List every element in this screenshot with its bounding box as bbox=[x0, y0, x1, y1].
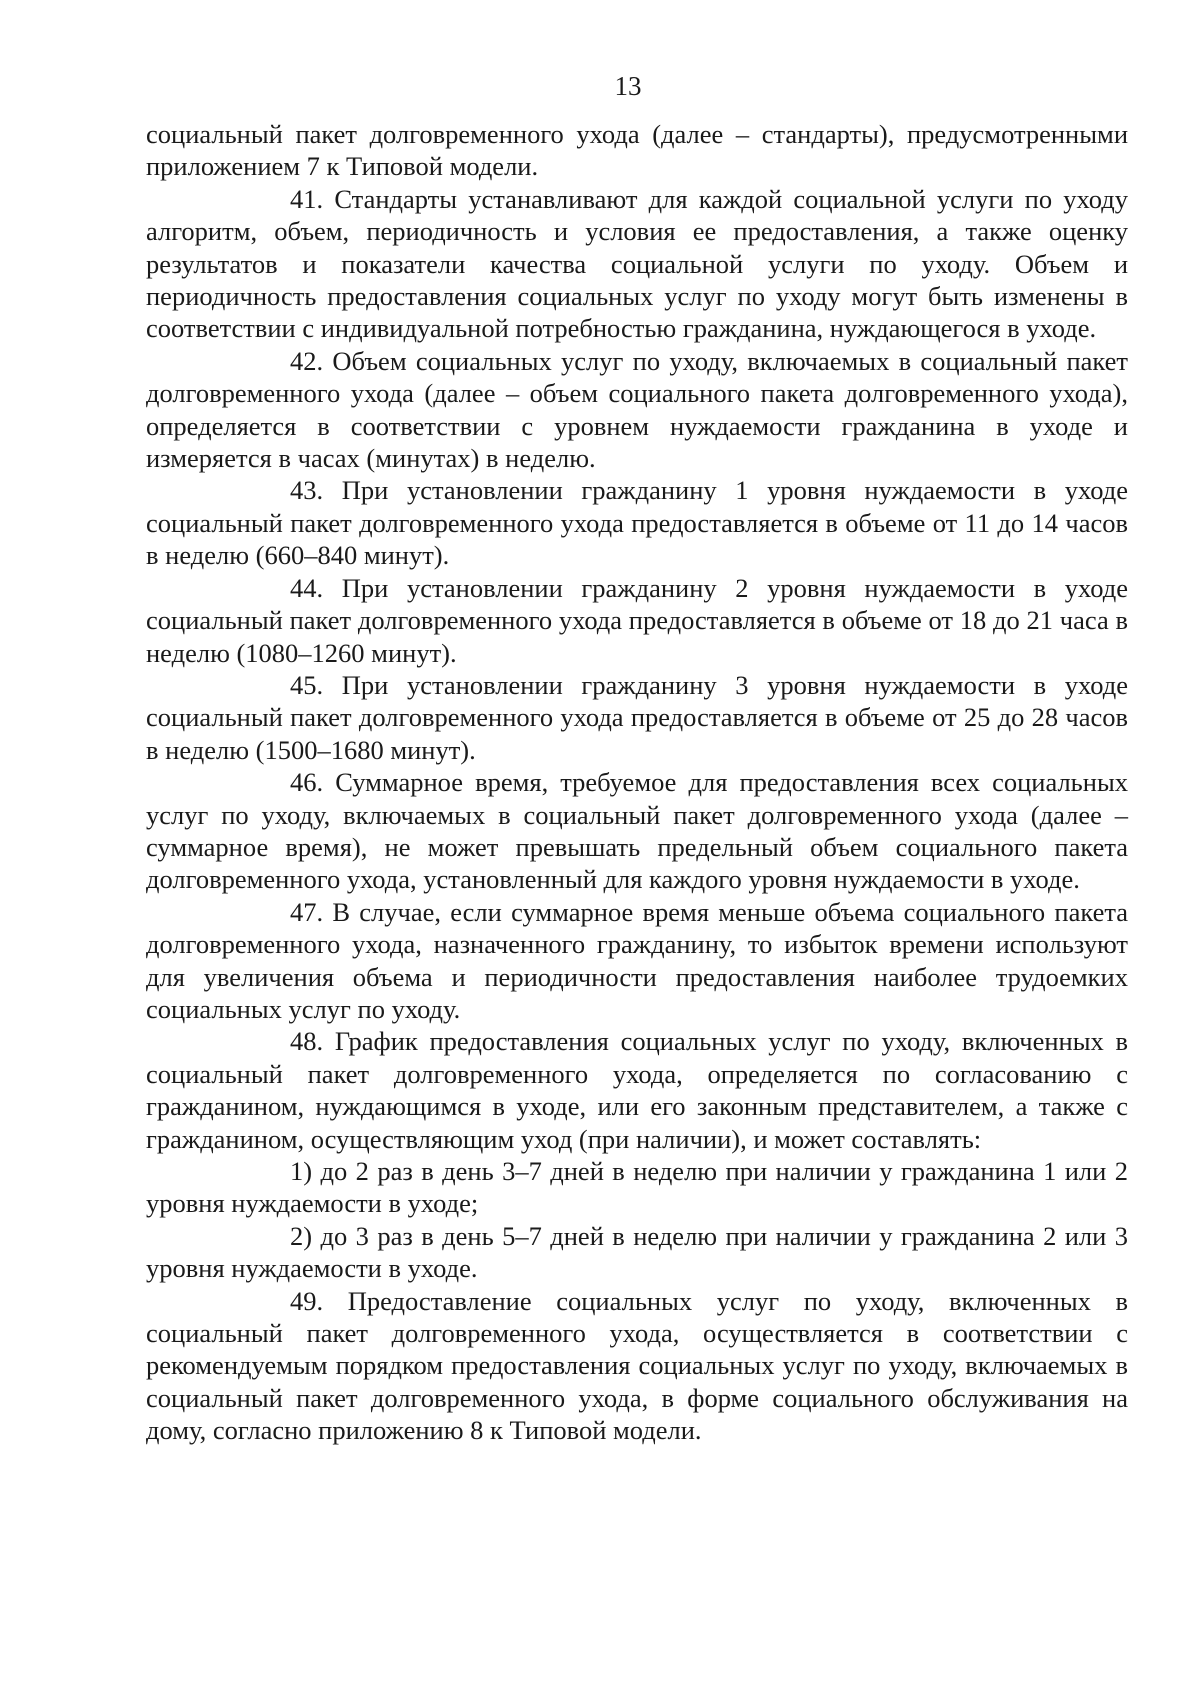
list-item-48-1 bbox=[146, 1155, 1128, 1220]
list-item-text: до 2 раз в день 3–7 дней в неделю при наличии у гражданина 1 или 2 уровня нуждаемости в уходе; bbox=[146, 1156, 1128, 1219]
paragraph-text: При установлении гражданину 2 уровня нуждаемости в уходе социальный пакет долговременного ухода предоставляется в объеме от 18 до 21 часа в неделю (1080–1260 минут). bbox=[146, 572, 1129, 668]
paragraph-number: 45. bbox=[290, 669, 324, 700]
paragraph-text: Суммарное время, требуемое для предоставления всех социальных услуг по уходу, включаемых в социальный пакет долговременного ухода (далее – суммарное время), не может превышать предельный объем социального пакета долговременного ухода, установленный для каждого уровня нуждаемости в уходе. bbox=[146, 767, 1128, 895]
paragraph-text: При установлении гражданину 3 уровня нуждаемости в уходе социальный пакет долговременного ухода предоставляется в объеме от 25 до 28 часов в неделю (1500–1680 минут). bbox=[146, 669, 1129, 765]
paragraph-number: 41. bbox=[290, 183, 324, 214]
paragraph-text: В случае, если суммарное время меньше объема социального пакета долговременного ухода, назначенного гражданину, то избыток времени используют для увеличения объема и периодичности предоставления наиболее трудоемких социальных услуг по уходу. bbox=[146, 896, 1128, 1024]
paragraph-number: 46. bbox=[290, 767, 324, 798]
paragraph-text: Предоставление социальных услуг по уходу, включенных в социальный пакет долговременного ухода, осуществляется в соответствии с рекомендуемым порядком предоставления социальных услуг по уходу, включаемых в социальный пакет долговременного ухода, в форме социального обслуживания на дому, согласно приложению 8 к Типовой модели. bbox=[146, 1285, 1129, 1446]
list-item-number: 2) bbox=[290, 1220, 313, 1251]
paragraph-43 bbox=[146, 474, 1128, 571]
paragraph-number: 44. bbox=[290, 572, 324, 603]
paragraph-text: Объем социальных услуг по уходу, включаемых в социальный пакет долговременного ухода (далее – объем социального пакета долговременного ухода), определяется в соответствии с уровнем нуждаемости гражданина в уходе и измеряется в часах (минутах) в неделю. bbox=[146, 345, 1128, 474]
paragraph-45 bbox=[146, 669, 1128, 766]
paragraph-49 bbox=[146, 1285, 1128, 1447]
paragraph-text: При установлении гражданину 1 уровня нуждаемости в уходе социальный пакет долговременного ухода предоставляется в объеме от 11 до 14 часов в неделю (660–840 минут). bbox=[146, 475, 1129, 571]
paragraph-44 bbox=[146, 572, 1128, 669]
paragraph-46 bbox=[146, 766, 1128, 896]
paragraph-text: социальный пакет долговременного ухода (далее – стандарты), предусмотренными приложением 7 к Типовой модели. bbox=[146, 119, 1128, 182]
page-number: 13 bbox=[614, 71, 642, 101]
list-item-text: до 3 раз в день 5–7 дней в неделю при наличии у гражданина 2 или 3 уровня нуждаемости в уходе. bbox=[146, 1220, 1128, 1284]
list-item-48-2 bbox=[146, 1220, 1128, 1285]
paragraph-47 bbox=[146, 896, 1128, 1026]
paragraph-number: 48. bbox=[290, 1026, 324, 1057]
paragraph-text: График предоставления социальных услуг по уходу, включенных в социальный пакет долговременного ухода, определяется по согласованию с гражданином, нуждающимся в уходе, или его законным представителем, а также с гражданином, осуществляющим уход (при наличии), и может составлять: bbox=[146, 1026, 1129, 1154]
paragraph-number: 49. bbox=[290, 1285, 324, 1316]
paragraph-number: 42. bbox=[290, 345, 324, 376]
list-item-number: 1) bbox=[290, 1156, 313, 1186]
paragraph-number: 43. bbox=[290, 475, 324, 506]
paragraph-text: Стандарты устанавливают для каждой социальной услуги по уходу алгоритм, объем, периодичность и условия ее предоставления, а также оценку результатов и показатели качества социальной услуги по уходу. Объем и периодичность предоставления социальных услуг по уходу могут быть изменены в соответствии с индивидуальной потребностью гражданина, нуждающегося в уходе. bbox=[146, 183, 1128, 344]
paragraph-41 bbox=[146, 183, 1128, 345]
paragraph-42 bbox=[146, 345, 1128, 475]
paragraph-intro bbox=[146, 118, 1128, 183]
paragraph-48 bbox=[146, 1025, 1128, 1155]
document-body bbox=[146, 118, 1128, 1447]
paragraph-number: 47. bbox=[290, 896, 324, 927]
